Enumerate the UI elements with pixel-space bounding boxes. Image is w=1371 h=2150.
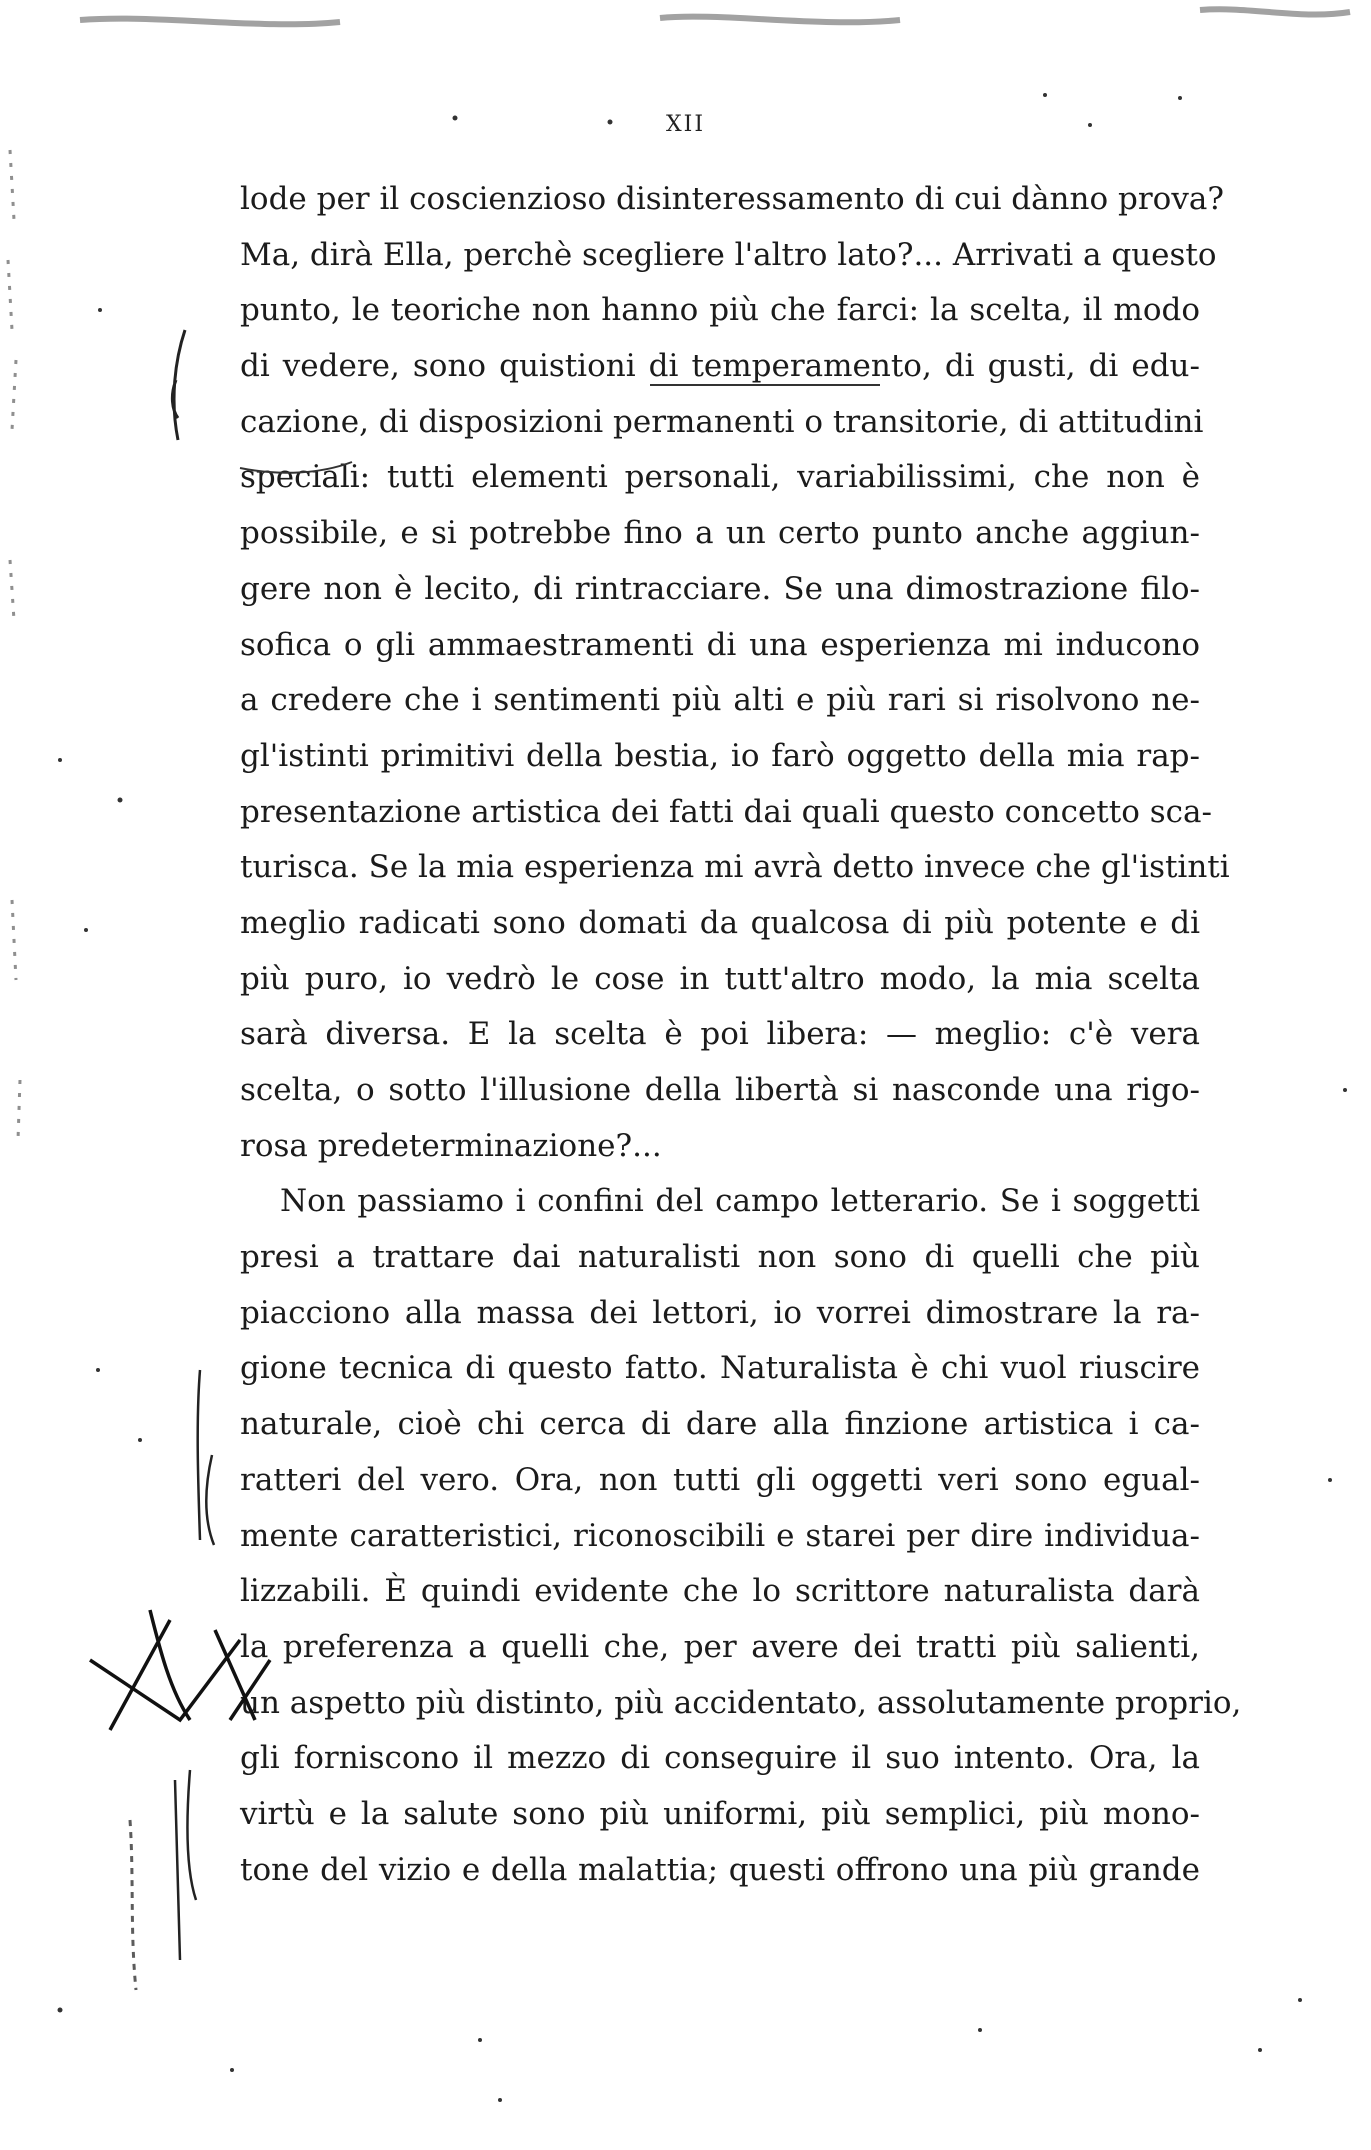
left-edge-noise <box>8 150 20 1140</box>
text-line: la preferenza a quelli che, per avere dei tratti più salienti, <box>240 1628 1200 1665</box>
text-line: presi a trattare dai naturalisti non sono di quelli che più <box>240 1239 1200 1276</box>
speck <box>1258 2048 1262 2052</box>
speck <box>1088 123 1092 127</box>
text-line: piacciono alla massa dei lettori, io vorrei dimostrare la ra- <box>240 1294 1200 1331</box>
speck <box>84 928 88 932</box>
speck <box>1043 93 1047 97</box>
margin-vertical-mark <box>198 1370 200 1540</box>
text-line: sarà diversa. E la scelta è poi libera: — meglio: c'è vera <box>240 1016 1200 1053</box>
speck <box>230 2068 234 2072</box>
text-line: sofica o gli ammaestramenti di una esperienza mi inducono <box>240 626 1200 663</box>
margin-long-line <box>175 1770 196 1960</box>
text-line: Non passiamo i confini del campo letterario. Se i soggetti <box>280 1183 1200 1220</box>
cross-scribble <box>90 1610 270 1730</box>
speck <box>498 2098 502 2102</box>
speck <box>608 120 613 125</box>
text-line: di vedere, sono quistioni di temperamento, di gusti, di edu- <box>240 348 1200 385</box>
text-line: tone del vizio e della malattia; questi offrono una più grande <box>240 1851 1200 1888</box>
text-line: scelta, o sotto l'illusione della libertà si nasconde una rigo- <box>240 1072 1200 1108</box>
margin-bracket-mark <box>172 330 185 440</box>
text-line: gere non è lecito, di rintracciare. Se una dimostrazione filo- <box>240 570 1200 607</box>
top-scan-noise <box>80 9 1350 24</box>
text-line: lizzabili. È quindi evidente che lo scrittore naturalista darà <box>240 1573 1200 1610</box>
text-line: cazione, di disposizioni permanenti o transitorie, di attitudini <box>240 403 1204 440</box>
text-line: Ma, dirà Ella, perchè scegliere l'altro lato?... Arrivati a questo <box>240 236 1217 273</box>
text-line: possibile, e si potrebbe fino a un certo punto anche aggiun- <box>240 515 1200 552</box>
text-line: un aspetto più distinto, più accidentato, assolutamente proprio, <box>240 1684 1242 1721</box>
left-edge-noise-2 <box>130 1820 136 1990</box>
text-line: punto, le teoriche non hanno più che farci: la scelta, il modo <box>240 292 1200 329</box>
speck <box>453 116 458 121</box>
page-number: XII <box>665 112 706 137</box>
text-line: meglio radicati sono domati da qualcosa di più potente e di <box>240 904 1200 941</box>
text-line: lode per il coscienzioso disinteressamento di cui dànno prova? <box>240 181 1224 217</box>
speck <box>138 1438 142 1442</box>
speck <box>1178 96 1182 100</box>
text-line: virtù e la salute sono più uniformi, più semplici, più mono- <box>240 1795 1200 1832</box>
speck <box>1298 1998 1302 2002</box>
text-line: rosa predeterminazione?... <box>240 1127 662 1164</box>
speck <box>118 798 123 803</box>
text-line: gl'istinti primitivi della bestia, io farò oggetto della mia rap- <box>240 737 1200 774</box>
speck <box>58 2008 63 2013</box>
speck <box>58 758 62 762</box>
text-line: speciali: tutti elementi personali, variabilissimi, che non è <box>240 459 1200 496</box>
text-line: a credere che i sentimenti più alti e più rari si risolvono ne- <box>240 682 1200 719</box>
text-line: più puro, io vedrò le cose in tutt'altro modo, la mia scelta <box>240 960 1200 997</box>
text-line: gione tecnica di questo fatto. Naturalista è chi vuol riuscire <box>240 1350 1200 1387</box>
speck <box>1343 1088 1347 1092</box>
speck <box>478 2038 482 2042</box>
text-line: turisca. Se la mia esperienza mi avrà detto invece che gl'istinti <box>240 849 1230 886</box>
margin-bracket-mark-2 <box>206 1455 214 1545</box>
text-line: presentazione artistica dei fatti dai quali questo concetto sca- <box>240 793 1212 830</box>
text-line: ratteri del vero. Ora, non tutti gli oggetti veri sono egual- <box>240 1461 1200 1498</box>
speck <box>978 2028 982 2032</box>
underline-mark-2 <box>240 462 352 473</box>
speck <box>1328 1478 1332 1482</box>
text-line: naturale, cioè chi cerca di dare alla finzione artistica i ca- <box>240 1406 1200 1443</box>
text-line: mente caratteristici, riconoscibili e starei per dire individua- <box>240 1517 1200 1554</box>
speck <box>98 308 102 312</box>
speck <box>96 1368 100 1372</box>
text-line: gli forniscono il mezzo di conseguire il suo intento. Ora, la <box>240 1740 1200 1777</box>
